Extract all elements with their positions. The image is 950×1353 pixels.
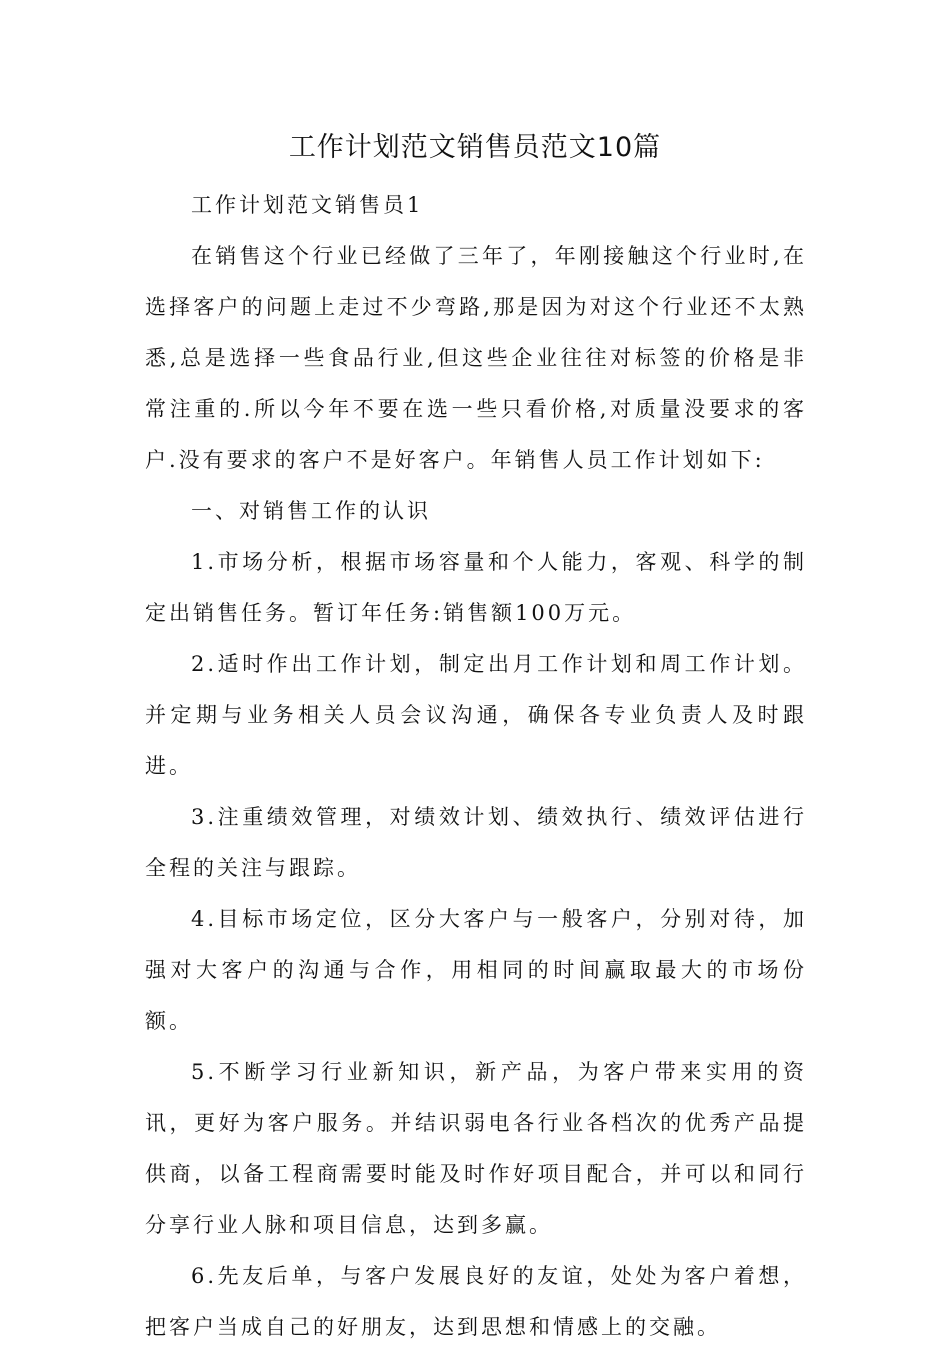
document-title: 工作计划范文销售员范文10篇 bbox=[288, 132, 662, 163]
list-item: 5.不断学习行业新知识，新产品，为客户带来实用的资讯，更好为客户服务。并结识弱电各行业各档次的优秀产品提供商，以备工程商需要时能及时作好项目配合，并可以和同行分享行业人脉和项目信息，达到多赢。 bbox=[145, 1060, 807, 1237]
document-body bbox=[145, 180, 807, 1353]
list-item: 3.注重绩效管理，对绩效计划、绩效执行、绩效评估进行全程的关注与跟踪。 bbox=[145, 805, 807, 880]
list-item: 1.市场分析，根据市场容量和个人能力，客观、科学的制定出销售任务。暂订年任务:销售额100万元。 bbox=[145, 550, 807, 625]
list-item: 4.目标市场定位，区分大客户与一般客户，分别对待，加强对大客户的沟通与合作，用相同的时间赢取最大的市场份额。 bbox=[145, 907, 807, 1033]
list-item: 6.先友后单，与客户发展良好的友谊，处处为客户着想，把客户当成自己的好朋友，达到思想和情感上的交融。 bbox=[145, 1264, 807, 1339]
section-heading: 工作计划范文销售员1 bbox=[191, 193, 424, 217]
list-item: 2.适时作出工作计划，制定出月工作计划和周工作计划。并定期与业务相关人员会议沟通，确保各专业负责人及时跟进。 bbox=[145, 652, 807, 778]
intro-paragraph: 在销售这个行业已经做了三年了，年刚接触这个行业时,在选择客户的问题上走过不少弯路,那是因为对这个行业还不太熟悉,总是选择一些食品行业,但这些企业往往对标签的价格是非常注重的.所以今年不要在选一些只看价格,对质量没要求的客户.没有要求的客户不是好客户。年销售人员工作计划如下: bbox=[145, 244, 807, 472]
part-heading: 一、对销售工作的认识 bbox=[191, 499, 431, 523]
